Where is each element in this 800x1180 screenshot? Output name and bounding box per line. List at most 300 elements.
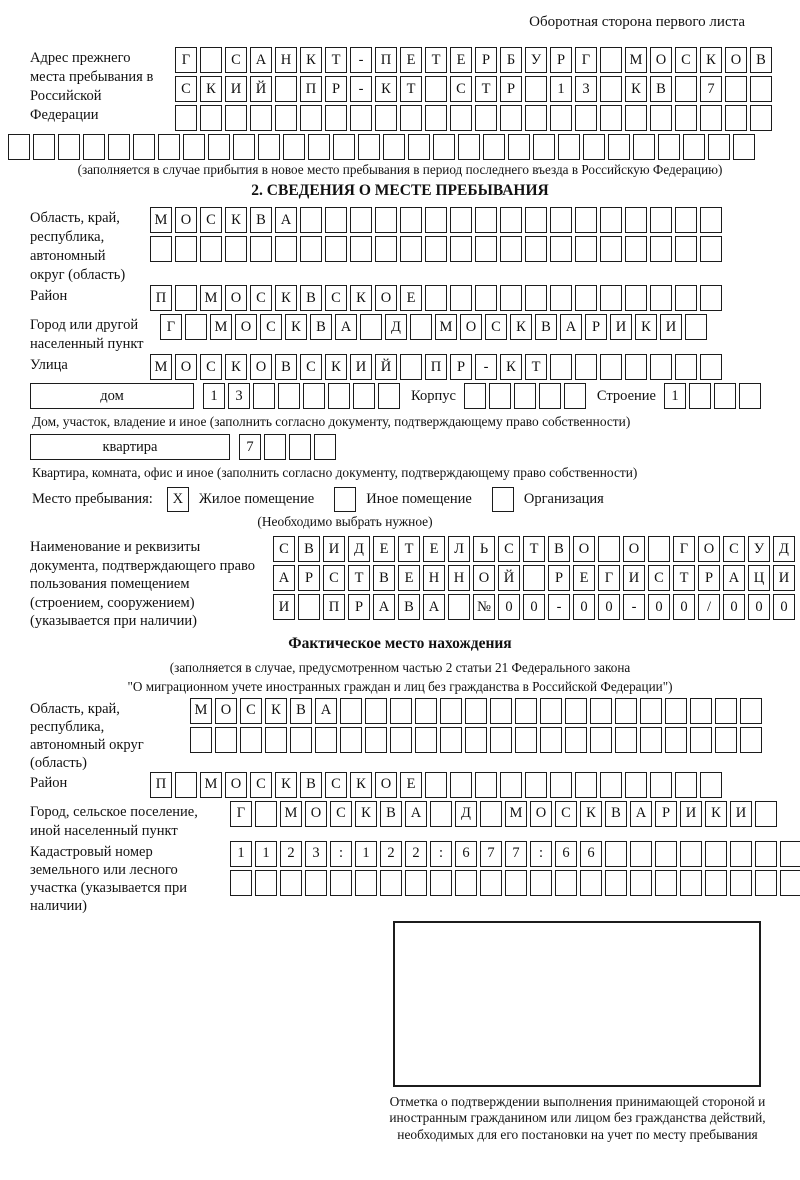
char-box (333, 134, 355, 160)
char-box: Т (325, 47, 347, 73)
char-box: П (150, 285, 172, 311)
char-box: А (723, 565, 745, 591)
char-box (465, 727, 487, 753)
char-box: Т (525, 354, 547, 380)
char-box: Т (400, 76, 422, 102)
char-box: С (200, 207, 222, 233)
char-box (500, 772, 522, 798)
char-box (550, 772, 572, 798)
char-box: О (698, 536, 720, 562)
char-box: М (200, 772, 222, 798)
char-box (303, 383, 325, 409)
char-box: К (300, 47, 322, 73)
char-box: О (650, 47, 672, 73)
char-box (590, 698, 612, 724)
char-box (555, 870, 577, 896)
char-box (330, 870, 352, 896)
char-box: О (225, 772, 247, 798)
char-box (275, 76, 297, 102)
korpus-label: Корпус (411, 388, 456, 404)
char-box: В (300, 285, 322, 311)
char-box: В (300, 772, 322, 798)
char-box (483, 134, 505, 160)
char-box: М (435, 314, 457, 340)
char-box (175, 772, 197, 798)
char-box (375, 105, 397, 131)
char-box (550, 285, 572, 311)
char-box: С (485, 314, 507, 340)
char-box: Е (400, 285, 422, 311)
char-box (340, 727, 362, 753)
char-box (430, 801, 452, 827)
char-box: В (275, 354, 297, 380)
char-box (365, 698, 387, 724)
char-box (690, 698, 712, 724)
char-box (425, 285, 447, 311)
char-box (583, 134, 605, 160)
char-box (508, 134, 530, 160)
char-box (215, 727, 237, 753)
char-box: 3 (228, 383, 250, 409)
char-box (308, 134, 330, 160)
char-box (133, 134, 155, 160)
char-box (225, 236, 247, 262)
char-box: 7 (700, 76, 722, 102)
char-box (600, 236, 622, 262)
char-box: Д (348, 536, 370, 562)
char-box (615, 698, 637, 724)
char-box: В (380, 801, 402, 827)
char-box (250, 236, 272, 262)
char-box: А (273, 565, 295, 591)
char-box: 2 (405, 841, 427, 867)
char-box (410, 314, 432, 340)
char-box: О (375, 285, 397, 311)
char-box: Л (448, 536, 470, 562)
char-box (340, 698, 362, 724)
char-box: О (250, 354, 272, 380)
char-box: В (250, 207, 272, 233)
prev-address-row-3 (175, 105, 775, 131)
char-box (300, 207, 322, 233)
checkbox-zhiloe: X (167, 487, 189, 512)
char-box (514, 383, 536, 409)
fakt-caption-1: (заполняется в случае, предусмотренном частью 2 статьи 21 Федерального закона (169, 659, 631, 675)
char-box: О (225, 285, 247, 311)
char-box: О (460, 314, 482, 340)
char-box: С (723, 536, 745, 562)
char-box (689, 383, 711, 409)
char-box: С (175, 76, 197, 102)
char-box: 0 (598, 594, 620, 620)
char-box (690, 727, 712, 753)
char-box (650, 236, 672, 262)
char-box: С (240, 698, 262, 724)
char-box: Н (275, 47, 297, 73)
char-box (500, 285, 522, 311)
char-box (200, 105, 222, 131)
char-box (675, 772, 697, 798)
char-box (390, 698, 412, 724)
char-box (600, 47, 622, 73)
char-box: 0 (648, 594, 670, 620)
char-box: - (475, 354, 497, 380)
char-box (515, 698, 537, 724)
document-row-2 (273, 565, 798, 591)
char-box (275, 105, 297, 131)
char-box: Р (475, 47, 497, 73)
char-box: Г (160, 314, 182, 340)
char-box (440, 698, 462, 724)
char-box (380, 870, 402, 896)
char-box: 6 (555, 841, 577, 867)
char-box: К (275, 772, 297, 798)
char-box: Е (450, 47, 472, 73)
char-box: А (315, 698, 337, 724)
char-box (275, 236, 297, 262)
char-box: С (260, 314, 282, 340)
char-box (400, 105, 422, 131)
char-box (253, 383, 275, 409)
char-box: К (265, 698, 287, 724)
char-box: В (605, 801, 627, 827)
char-box: С (250, 285, 272, 311)
char-box (600, 772, 622, 798)
char-box (464, 383, 486, 409)
char-box: М (280, 801, 302, 827)
char-box (200, 236, 222, 262)
char-box (575, 354, 597, 380)
char-box (475, 105, 497, 131)
char-box (325, 207, 347, 233)
char-box (280, 870, 302, 896)
char-box (8, 134, 30, 160)
field-fakt-oblast (30, 698, 800, 772)
char-box (233, 134, 255, 160)
char-box (598, 536, 620, 562)
char-box (465, 698, 487, 724)
char-box: : (430, 841, 452, 867)
char-box (265, 727, 287, 753)
char-box (640, 698, 662, 724)
char-box (650, 285, 672, 311)
char-box: К (350, 772, 372, 798)
fakt-gorod-label: Город, сельское поселение, иной населенный пункт (30, 803, 198, 839)
prev-address-row-1 (175, 47, 775, 73)
char-box (489, 383, 511, 409)
char-box (425, 236, 447, 262)
char-box (425, 105, 447, 131)
char-box (425, 772, 447, 798)
char-box: К (375, 76, 397, 102)
char-box (475, 236, 497, 262)
char-box (400, 236, 422, 262)
field-document (30, 536, 800, 631)
char-box: Т (398, 536, 420, 562)
char-box: М (190, 698, 212, 724)
raion-row (150, 285, 725, 311)
char-box (405, 870, 427, 896)
char-box: 3 (575, 76, 597, 102)
stroenie-row (664, 383, 764, 409)
char-box: № (473, 594, 495, 620)
char-box: О (623, 536, 645, 562)
char-box: С (250, 772, 272, 798)
char-box (675, 105, 697, 131)
char-box: Е (573, 565, 595, 591)
char-box (780, 841, 800, 867)
char-box: Ь (473, 536, 495, 562)
char-box: 1 (550, 76, 572, 102)
char-box: М (210, 314, 232, 340)
char-box (625, 354, 647, 380)
char-box: В (535, 314, 557, 340)
char-box (675, 236, 697, 262)
char-box: У (525, 47, 547, 73)
char-box (550, 236, 572, 262)
char-box (540, 727, 562, 753)
char-box (708, 134, 730, 160)
raion-label: Район (30, 288, 68, 304)
char-box: К (200, 76, 222, 102)
char-box: А (250, 47, 272, 73)
char-box (575, 105, 597, 131)
char-box: 0 (498, 594, 520, 620)
char-box (515, 727, 537, 753)
prev-address-row-4 (8, 134, 800, 160)
char-box (505, 870, 527, 896)
char-box: Г (175, 47, 197, 73)
char-box (298, 594, 320, 620)
char-box (590, 727, 612, 753)
section2-title: 2. СВЕДЕНИЯ О МЕСТЕ ПРЕБЫВАНИЯ (251, 182, 549, 199)
char-box (450, 207, 472, 233)
prev-address-label: Адрес прежнего места пребывания в Российской Федерации (30, 50, 154, 123)
char-box (575, 285, 597, 311)
char-box: А (423, 594, 445, 620)
char-box (525, 236, 547, 262)
char-box: О (305, 801, 327, 827)
char-box (390, 727, 412, 753)
char-box: М (200, 285, 222, 311)
char-box: Ц (748, 565, 770, 591)
char-box (675, 207, 697, 233)
char-box: С (325, 285, 347, 311)
char-box (490, 727, 512, 753)
char-box: П (375, 47, 397, 73)
char-box (455, 870, 477, 896)
char-box (314, 434, 336, 460)
document-label: Наименование и реквизиты документа, подтверждающего право пользования помещением (строением, сооружением) (указывается при наличии) (30, 539, 256, 629)
char-box: О (473, 565, 495, 591)
char-box: 0 (723, 594, 745, 620)
stamp-caption: Отметка о подтверждении выполнения принимающей стороной и иностранным гражданином или лицом без гражданства действий, необходимых для его постановки на учет по месту пребывания (389, 1093, 766, 1142)
char-box: 1 (230, 841, 252, 867)
char-box (750, 105, 772, 131)
stamp-area (30, 921, 800, 1144)
kvartira-label-box: квартира (30, 434, 230, 460)
char-box: А (275, 207, 297, 233)
char-box (383, 134, 405, 160)
field-ulitsa (30, 354, 800, 383)
option-organizatsiya-label: Организация (523, 491, 604, 507)
char-box (675, 354, 697, 380)
char-box (715, 698, 737, 724)
char-box: У (748, 536, 770, 562)
char-box (705, 870, 727, 896)
char-box: Р (548, 565, 570, 591)
char-box (450, 772, 472, 798)
char-box (258, 134, 280, 160)
char-box: И (225, 76, 247, 102)
char-box (565, 698, 587, 724)
char-box: И (730, 801, 752, 827)
char-box (425, 76, 447, 102)
char-box (739, 383, 761, 409)
oblast-label: Область, край, республика, автономный округ (область) (30, 210, 126, 283)
char-box (600, 76, 622, 102)
char-box (490, 698, 512, 724)
char-box: К (275, 285, 297, 311)
fakt-gorod-row (230, 801, 780, 827)
char-box (350, 207, 372, 233)
char-box (83, 134, 105, 160)
char-box (675, 76, 697, 102)
char-box: Р (298, 565, 320, 591)
char-box (475, 285, 497, 311)
char-box: Г (230, 801, 252, 827)
field-dom (30, 383, 800, 412)
dom-row (203, 383, 403, 409)
char-box (278, 383, 300, 409)
char-box: Е (400, 47, 422, 73)
char-box: 1 (664, 383, 686, 409)
char-box: С (330, 801, 352, 827)
option-zhiloe-label: Жилое помещение (198, 491, 315, 507)
char-box (715, 727, 737, 753)
char-box: С (325, 772, 347, 798)
char-box (500, 105, 522, 131)
stamp-box (393, 921, 761, 1087)
char-box (458, 134, 480, 160)
char-box: И (660, 314, 682, 340)
char-box (675, 285, 697, 311)
char-box (733, 134, 755, 160)
char-box: С (225, 47, 247, 73)
char-box (700, 285, 722, 311)
char-box: 0 (748, 594, 770, 620)
char-box (150, 236, 172, 262)
char-box: О (215, 698, 237, 724)
char-box: Г (598, 565, 620, 591)
char-box (230, 870, 252, 896)
char-box (523, 565, 545, 591)
char-box: А (630, 801, 652, 827)
char-box (564, 383, 586, 409)
char-box: А (560, 314, 582, 340)
char-box (625, 207, 647, 233)
fakt-oblast-row-2 (190, 727, 765, 753)
field-kvartira (30, 434, 800, 463)
char-box: В (650, 76, 672, 102)
char-box: М (505, 801, 527, 827)
char-box: С (555, 801, 577, 827)
document-row-1 (273, 536, 798, 562)
char-box (450, 236, 472, 262)
char-box (650, 772, 672, 798)
char-box: К (500, 354, 522, 380)
field-oblast (30, 207, 800, 285)
char-box (740, 727, 762, 753)
char-box: 1 (255, 841, 277, 867)
char-box (655, 870, 677, 896)
char-box (328, 383, 350, 409)
char-box (625, 772, 647, 798)
char-box (355, 870, 377, 896)
char-box (378, 383, 400, 409)
char-box: Й (250, 76, 272, 102)
char-box (680, 870, 702, 896)
char-box (425, 207, 447, 233)
char-box: А (405, 801, 427, 827)
char-box (755, 801, 777, 827)
char-box (525, 207, 547, 233)
oblast-row-2 (150, 236, 725, 262)
char-box (625, 105, 647, 131)
char-box (415, 698, 437, 724)
char-box (685, 314, 707, 340)
char-box: О (175, 354, 197, 380)
fakt-oblast-label: Область, край, республика, автономный округ (область) (30, 700, 144, 771)
dom-label-box: дом (30, 383, 194, 409)
kvartira-caption: Квартира, комната, офис и иное (заполнить согласно документу, подтверждающему право собственности) (32, 465, 638, 480)
char-box: Н (423, 565, 445, 591)
char-box: К (510, 314, 532, 340)
field-fakt-gorod (30, 801, 800, 841)
korpus-row (464, 383, 589, 409)
char-box (360, 314, 382, 340)
char-box (450, 105, 472, 131)
ulitsa-row (150, 354, 725, 380)
char-box (183, 134, 205, 160)
field-raion (30, 285, 800, 314)
char-box (255, 870, 277, 896)
char-box: Р (655, 801, 677, 827)
char-box (625, 285, 647, 311)
char-box (175, 236, 197, 262)
char-box: Е (423, 536, 445, 562)
char-box (500, 207, 522, 233)
char-box: Й (375, 354, 397, 380)
char-box (558, 134, 580, 160)
char-box: 3 (305, 841, 327, 867)
char-box: К (700, 47, 722, 73)
fakt-title: Фактическое место нахождения (288, 634, 512, 652)
char-box (190, 727, 212, 753)
char-box: И (323, 536, 345, 562)
char-box: О (175, 207, 197, 233)
char-box (730, 870, 752, 896)
char-box: 7 (480, 841, 502, 867)
char-box (200, 47, 222, 73)
char-box (400, 207, 422, 233)
char-box (108, 134, 130, 160)
char-box: В (298, 536, 320, 562)
char-box (264, 434, 286, 460)
char-box: К (225, 354, 247, 380)
char-box: К (635, 314, 657, 340)
char-box: И (680, 801, 702, 827)
